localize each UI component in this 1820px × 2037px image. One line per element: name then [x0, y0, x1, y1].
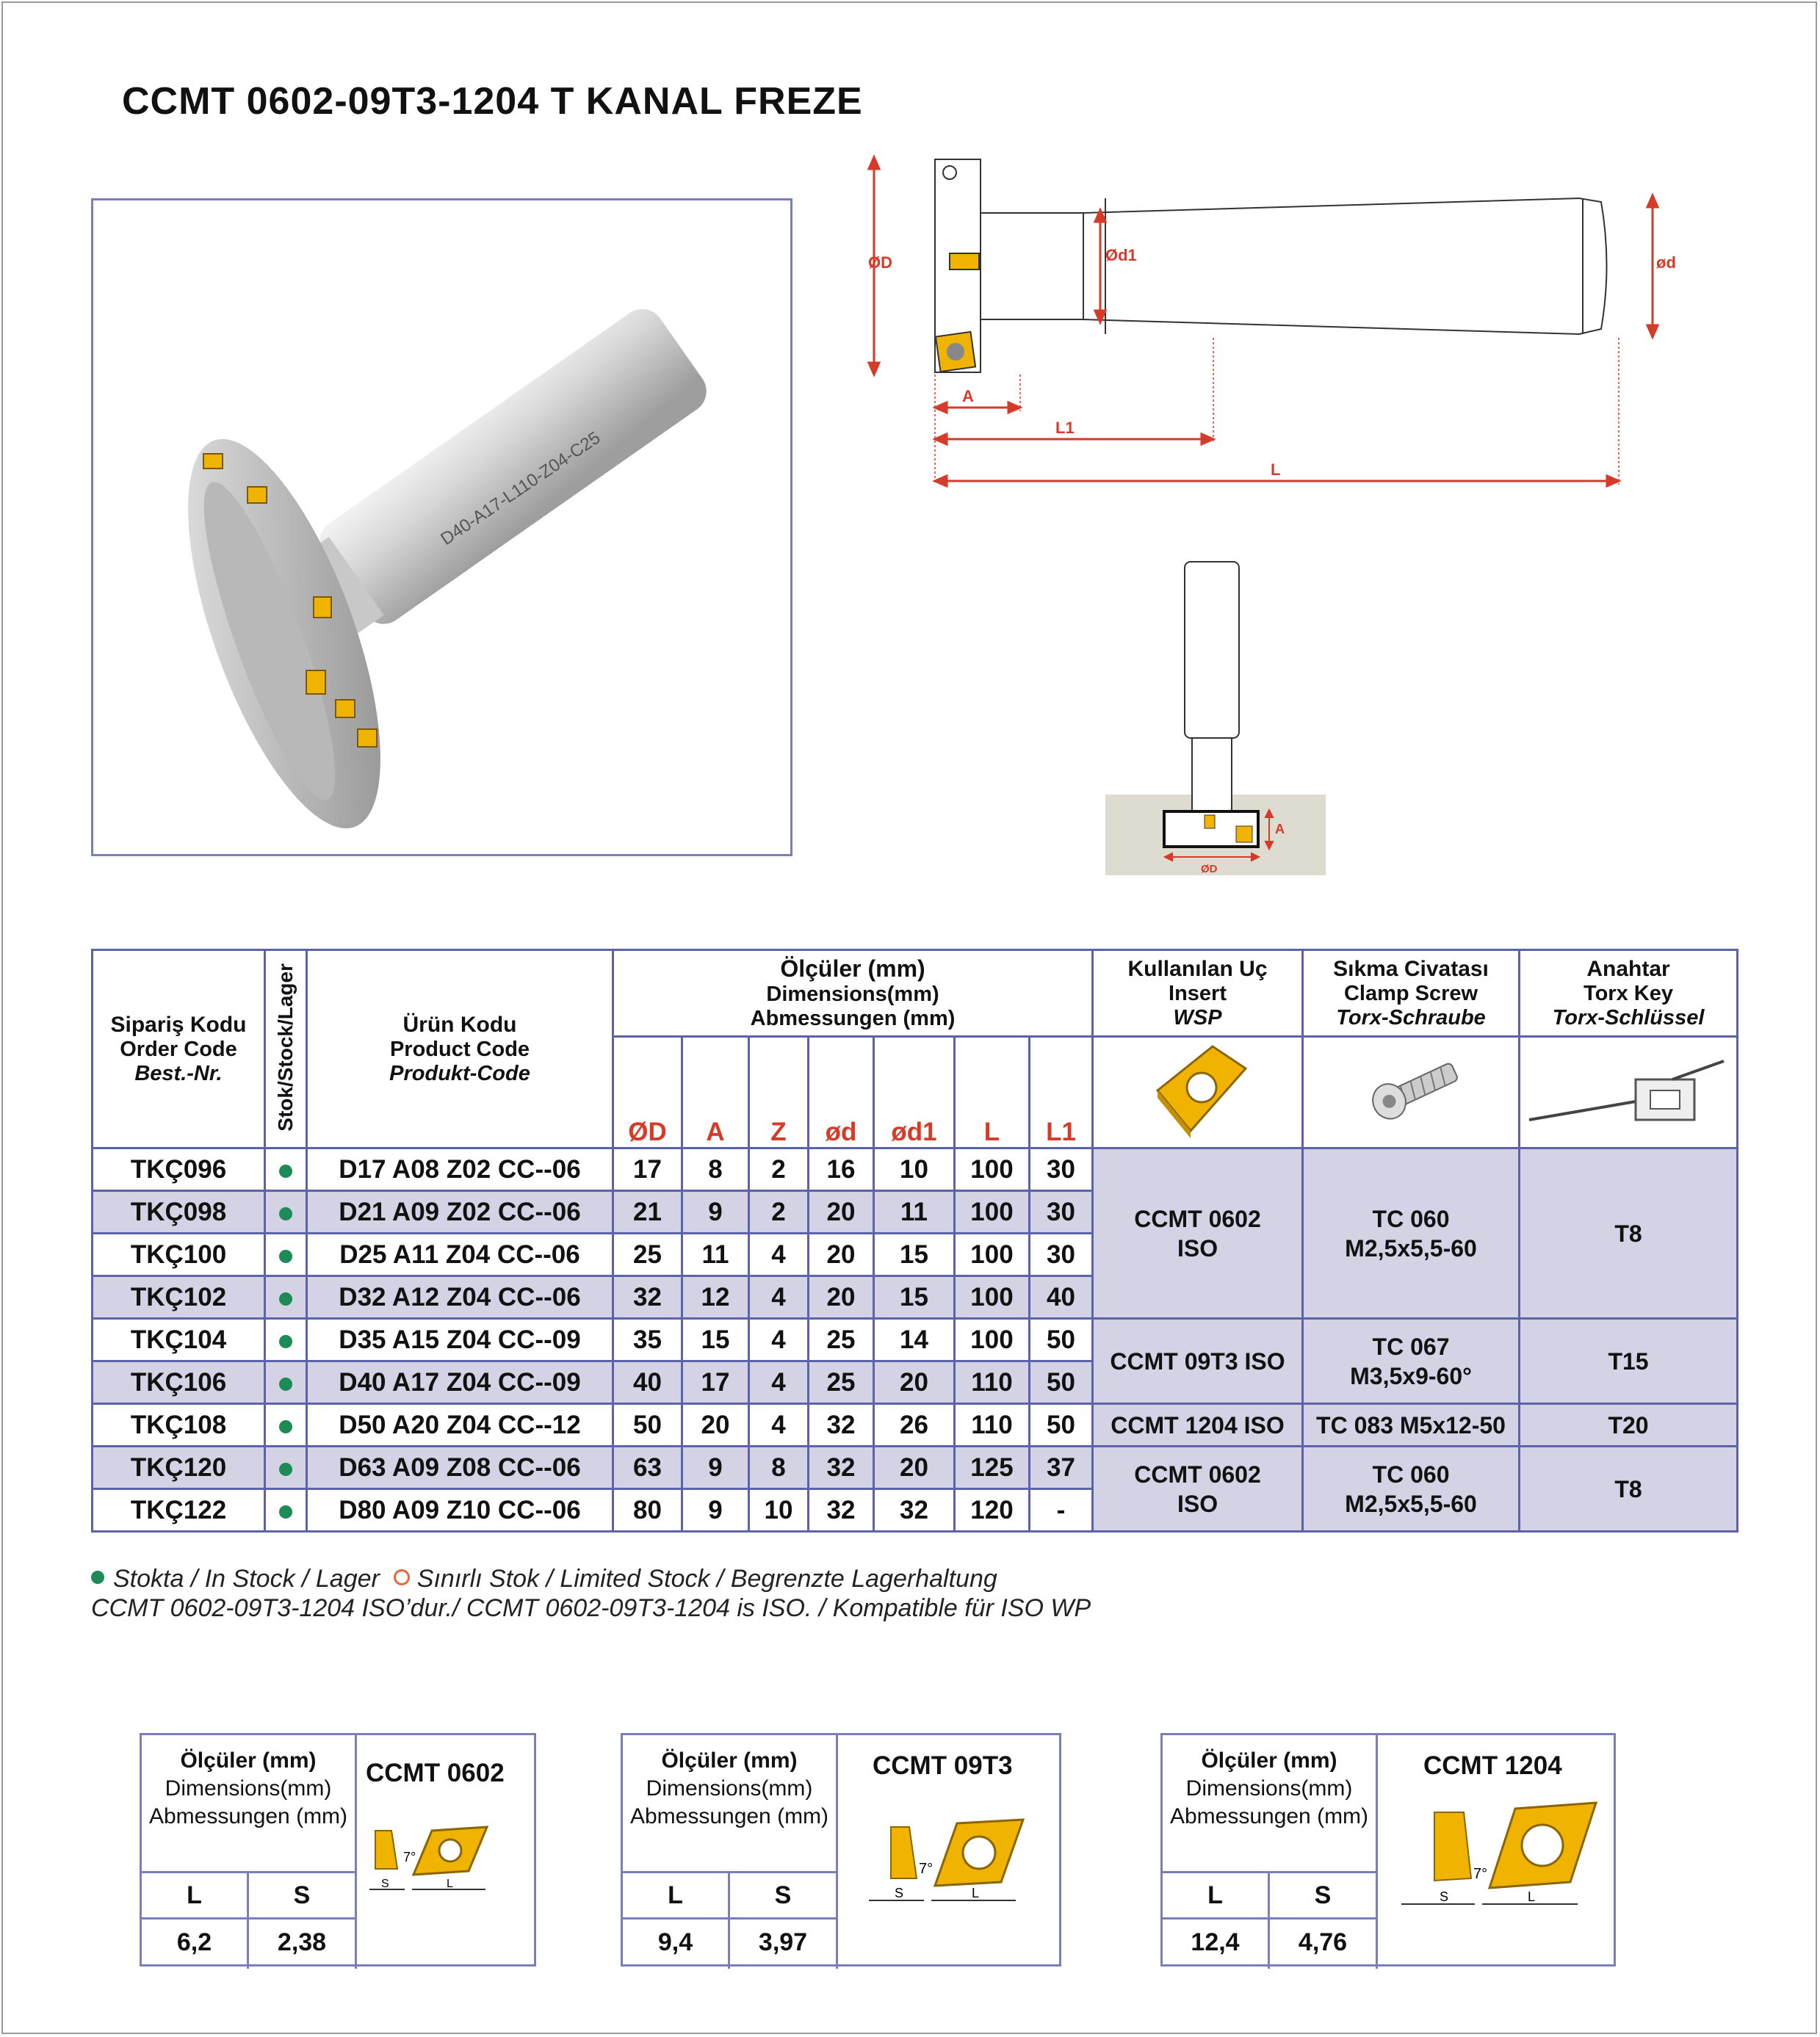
in-stock-dot-icon — [279, 1378, 292, 1391]
screw-code: TC 067 — [1372, 1333, 1450, 1360]
insert-dim-header-tr: Ölçüler (mm) — [1201, 1748, 1337, 1773]
dim-value: 4 — [749, 1276, 809, 1319]
product-code: D17 A08 Z02 CC--06 — [307, 1148, 613, 1191]
insert-dim-header — [142, 1735, 357, 1871]
legend-limited-stock: Sınırlı Stok / Limited Stock / Begrenzte Lagerhaltung — [416, 1565, 997, 1593]
dim-label-L: L — [1271, 460, 1281, 479]
screw-size: M2,5x5,5-60 — [1345, 1234, 1477, 1262]
order-code: TKÇ104 — [93, 1319, 265, 1361]
order-code: TKÇ122 — [93, 1489, 265, 1532]
header-insert-tr: Kullanılan Uç — [1127, 956, 1268, 981]
dim-value: 30 — [1030, 1191, 1093, 1234]
dim-value: 50 — [1030, 1319, 1093, 1361]
key-cell: T15 — [1520, 1319, 1738, 1404]
in-stock-dot-icon — [279, 1207, 292, 1220]
screw-code: TC 060 — [1372, 1461, 1450, 1488]
insert-L-label: L — [1163, 1871, 1268, 1920]
technical-drawing — [845, 140, 1719, 507]
insert-angle: 7° — [403, 1850, 416, 1864]
dim-value: 9 — [682, 1489, 749, 1532]
stock-cell — [265, 1148, 307, 1191]
dim-label-L1: L1 — [1055, 419, 1075, 437]
dim-value: 100 — [955, 1148, 1030, 1191]
screw-size: M3,5x9-60° — [1350, 1362, 1472, 1389]
header-key-tr: Anahtar — [1586, 956, 1670, 981]
dim-header-L: L — [955, 1037, 1030, 1148]
key-image — [1520, 1037, 1738, 1148]
insert-angle: 7° — [919, 1861, 934, 1877]
header-order-code-de: Best.-Nr. — [134, 1061, 223, 1085]
limited-stock-circle-icon — [394, 1569, 410, 1585]
insert-name: CCMT 1204 — [1423, 1751, 1562, 1780]
dim-value: - — [1030, 1489, 1093, 1532]
screw-image — [1303, 1037, 1520, 1148]
product-code: D25 A11 Z04 CC--06 — [307, 1234, 613, 1276]
header-product-code — [307, 950, 613, 1148]
dim-header-Z: Z — [749, 1037, 809, 1148]
dim-value: 20 — [682, 1404, 749, 1447]
product-code: D63 A09 Z08 CC--06 — [307, 1447, 613, 1489]
slot-label-D: ØD — [1201, 863, 1218, 875]
dim-header-D: ØD — [613, 1037, 682, 1148]
insert-S-value: 3,97 — [758, 1928, 808, 1956]
in-stock-dot-icon — [279, 1505, 292, 1519]
dim-value: 30 — [1030, 1234, 1093, 1276]
insert-cell: CCMT 09T3 ISO — [1093, 1319, 1303, 1404]
dim-value: 10 — [874, 1148, 955, 1191]
insert-cell — [1093, 1447, 1303, 1532]
dim-value: 25 — [613, 1234, 682, 1276]
order-code: TKÇ096 — [93, 1148, 265, 1191]
slot-drawing — [1102, 554, 1329, 878]
header-key-en: Torx Key — [1584, 981, 1673, 1005]
in-stock-dot-icon — [279, 1165, 292, 1178]
insert-dim-header — [623, 1735, 838, 1871]
insert-s-mark: S — [895, 1886, 904, 1900]
header-insert — [1093, 950, 1303, 1037]
dim-value: 4 — [749, 1234, 809, 1276]
header-order-code-tr: Sipariş Kodu — [110, 1012, 247, 1037]
dim-value: 63 — [613, 1447, 682, 1489]
table-row — [93, 1148, 1738, 1191]
dim-value: 100 — [955, 1319, 1030, 1361]
header-dimensions — [613, 950, 1093, 1037]
product-code: D80 A09 Z10 CC--06 — [307, 1489, 613, 1532]
dim-header-A: A — [682, 1037, 749, 1148]
legend-iso-note: CCMT 0602-09T3-1204 ISO’dur./ CCMT 0602-09T3-1204 is ISO. / Kompatible für ISO WP — [91, 1594, 1091, 1622]
insert-name: CCMT 0602 — [1134, 1461, 1261, 1488]
dim-value: 21 — [613, 1191, 682, 1234]
header-product-code-de: Produkt-Code — [389, 1061, 530, 1085]
insert-S-label: S — [730, 1871, 836, 1920]
dim-value: 8 — [682, 1148, 749, 1191]
dim-value: 40 — [613, 1361, 682, 1404]
dim-label-D: ØD — [868, 253, 892, 272]
dim-value: 20 — [874, 1447, 955, 1489]
header-screw-en: Clamp Screw — [1343, 981, 1478, 1005]
dim-value: 26 — [874, 1404, 955, 1447]
insert-ls-row — [1163, 1871, 1378, 1969]
dim-value: 20 — [874, 1361, 955, 1404]
stock-cell — [265, 1361, 307, 1404]
insert-ls-row — [623, 1871, 838, 1969]
dim-value: 11 — [874, 1191, 955, 1234]
header-product-code-tr: Ürün Kodu — [402, 1012, 517, 1037]
insert-L-label: L — [623, 1871, 728, 1920]
key-cell: T20 — [1520, 1404, 1738, 1447]
insert-box-ccmt-09t3 — [621, 1733, 1061, 1967]
dim-value: 4 — [749, 1404, 809, 1447]
dim-value: 32 — [874, 1489, 955, 1532]
product-photo — [91, 198, 792, 856]
insert-l-mark: L — [972, 1886, 980, 1900]
screw-size: M2,5x5,5-60 — [1345, 1490, 1477, 1517]
in-stock-dot-icon — [279, 1335, 292, 1348]
insert-S-label: S — [1270, 1871, 1376, 1920]
dim-value: 25 — [809, 1319, 874, 1361]
dim-value: 25 — [809, 1361, 874, 1404]
key-cell: T8 — [1520, 1447, 1738, 1532]
dim-value: 100 — [955, 1191, 1030, 1234]
insert-dim-header-de: Abmessungen (mm) — [148, 1804, 348, 1828]
dim-value: 8 — [749, 1447, 809, 1489]
insert-name: CCMT 0602 — [1134, 1205, 1261, 1232]
dim-value: 125 — [955, 1447, 1030, 1489]
insert-dim-header — [1163, 1735, 1378, 1871]
order-code: TKÇ102 — [93, 1276, 265, 1319]
insert-cell — [1093, 1148, 1303, 1319]
dim-value: 15 — [874, 1276, 955, 1319]
product-code: D50 A20 Z04 CC--12 — [307, 1404, 613, 1447]
product-code: D21 A09 Z02 CC--06 — [307, 1191, 613, 1234]
order-code: TKÇ108 — [93, 1404, 265, 1447]
dim-value: 30 — [1030, 1148, 1093, 1191]
insert-dim-header-en: Dimensions(mm) — [1185, 1776, 1353, 1801]
dim-value: 20 — [809, 1191, 874, 1234]
dim-value: 2 — [749, 1191, 809, 1234]
header-dimensions-tr: Ölçüler (mm) — [780, 955, 925, 982]
in-stock-dot-icon — [91, 1571, 104, 1584]
stock-cell — [265, 1404, 307, 1447]
header-stock — [265, 950, 307, 1148]
insert-l-mark: L — [447, 1878, 453, 1890]
insert-profile-icon — [1387, 1794, 1607, 1963]
dim-value: 110 — [955, 1361, 1030, 1404]
dim-value: 100 — [955, 1276, 1030, 1319]
dim-value: 17 — [682, 1361, 749, 1404]
dim-value: 4 — [749, 1319, 809, 1361]
dim-value: 100 — [955, 1234, 1030, 1276]
product-code: D35 A15 Z04 CC--09 — [307, 1319, 613, 1361]
insert-standard: ISO — [1177, 1490, 1218, 1517]
stock-cell — [265, 1447, 307, 1489]
dim-header-d: ød — [809, 1037, 874, 1148]
header-screw-de: Torx-Schraube — [1336, 1005, 1486, 1030]
order-code: TKÇ120 — [93, 1447, 265, 1489]
dim-value: 35 — [613, 1319, 682, 1361]
insert-ls-divider — [247, 1871, 249, 1969]
dim-header-L1: L1 — [1030, 1037, 1093, 1148]
key-cell: T8 — [1520, 1148, 1738, 1319]
dim-value: 15 — [874, 1234, 955, 1276]
insert-profile-icon — [362, 1816, 531, 1948]
dim-value: 16 — [809, 1148, 874, 1191]
insert-l-mark: L — [1528, 1889, 1536, 1904]
dim-value: 50 — [613, 1404, 682, 1447]
screw-cell — [1303, 1319, 1520, 1404]
insert-ls-divider — [728, 1871, 730, 1969]
header-screw — [1303, 950, 1520, 1037]
dim-value: 32 — [809, 1447, 874, 1489]
insert-L-value: 9,4 — [657, 1928, 693, 1956]
dim-label-A: A — [962, 387, 974, 405]
legend — [91, 1564, 1091, 1623]
header-dimensions-de: Abmessungen (mm) — [750, 1007, 956, 1030]
header-order-code — [93, 950, 265, 1148]
stock-cell — [265, 1234, 307, 1276]
stock-cell — [265, 1319, 307, 1361]
dim-value: 32 — [613, 1276, 682, 1319]
insert-ls-divider — [1268, 1871, 1270, 1969]
insert-S-value: 2,38 — [277, 1928, 327, 1956]
tool-marking: D40-A17-L110-Z04-C25 — [437, 427, 604, 549]
header-order-code-en: Order Code — [120, 1037, 237, 1061]
in-stock-dot-icon — [279, 1292, 292, 1306]
insert-L-value: 6,2 — [176, 1928, 212, 1956]
dim-value: 14 — [874, 1319, 955, 1361]
dim-value: 9 — [682, 1191, 749, 1234]
in-stock-dot-icon — [279, 1250, 292, 1263]
insert-image — [1093, 1037, 1303, 1148]
product-code: D32 A12 Z04 CC--06 — [307, 1276, 613, 1319]
screw-cell — [1303, 1447, 1520, 1532]
insert-name: CCMT 09T3 — [873, 1751, 1013, 1780]
dim-value: 20 — [809, 1276, 874, 1319]
dim-value: 10 — [749, 1489, 809, 1532]
dim-value: 110 — [955, 1404, 1030, 1447]
order-code: TKÇ106 — [93, 1361, 265, 1404]
dim-value: 120 — [955, 1489, 1030, 1532]
insert-dim-header-de: Abmessungen (mm) — [1169, 1804, 1369, 1828]
screw-icon — [1348, 1054, 1473, 1127]
dim-value: 12 — [682, 1276, 749, 1319]
insert-s-mark: S — [1440, 1889, 1449, 1904]
insert-dim-header-en: Dimensions(mm) — [646, 1776, 813, 1801]
dim-value: 32 — [809, 1489, 874, 1532]
dim-value: 17 — [613, 1148, 682, 1191]
page-title: CCMT 0602-09T3-1204 T KANAL FREZE — [122, 80, 863, 123]
table-row — [93, 1404, 1738, 1447]
insert-S-label: S — [249, 1871, 355, 1920]
product-code: D40 A17 Z04 CC--09 — [307, 1361, 613, 1404]
insert-L-label: L — [142, 1871, 247, 1920]
insert-name: CCMT 0602 — [366, 1759, 505, 1787]
dim-value: 2 — [749, 1148, 809, 1191]
order-code: TKÇ098 — [93, 1191, 265, 1234]
product-table — [91, 949, 1738, 1533]
dim-value: 50 — [1030, 1361, 1093, 1404]
screw-cell: TC 083 M5x12-50 — [1303, 1404, 1520, 1447]
insert-standard: ISO — [1177, 1234, 1218, 1262]
dim-value: 37 — [1030, 1447, 1093, 1489]
insert-S-value: 4,76 — [1298, 1928, 1348, 1956]
dim-value: 9 — [682, 1447, 749, 1489]
dim-label-d: ød — [1656, 253, 1676, 272]
dim-value: 20 — [809, 1234, 874, 1276]
insert-dim-header-tr: Ölçüler (mm) — [180, 1748, 317, 1773]
header-insert-en: Insert — [1169, 981, 1227, 1005]
in-stock-dot-icon — [279, 1420, 292, 1433]
insert-L-value: 12,4 — [1191, 1928, 1240, 1956]
dim-value: 32 — [809, 1404, 874, 1447]
dim-value: 50 — [1030, 1404, 1093, 1447]
tool-photo-illustration — [93, 200, 790, 854]
header-key — [1520, 950, 1738, 1037]
insert-ls-row — [142, 1871, 357, 1969]
dim-value: 40 — [1030, 1276, 1093, 1319]
dim-header-d1: ød1 — [874, 1037, 955, 1148]
dim-value: 15 — [682, 1319, 749, 1361]
insert-icon — [1143, 1039, 1253, 1142]
insert-s-mark: S — [381, 1878, 389, 1890]
insert-profile-icon — [854, 1809, 1052, 1955]
insert-box-ccmt-1204 — [1160, 1733, 1616, 1967]
stock-cell — [265, 1489, 307, 1532]
legend-in-stock: Stokta / In Stock / Lager — [113, 1565, 380, 1593]
header-stock-label: Stok/Stock/Lager — [274, 963, 297, 1132]
stock-cell — [265, 1276, 307, 1319]
slot-label-A: A — [1275, 822, 1285, 836]
dim-value: 4 — [749, 1361, 809, 1404]
insert-cell: CCMT 1204 ISO — [1093, 1404, 1303, 1447]
header-screw-tr: Sıkma Civatası — [1333, 956, 1489, 981]
insert-angle: 7° — [1473, 1866, 1488, 1882]
insert-dim-header-tr: Ölçüler (mm) — [661, 1748, 798, 1773]
table-row — [93, 1447, 1738, 1489]
screw-code: TC 060 — [1372, 1205, 1450, 1232]
insert-box-ccmt-0602 — [140, 1733, 536, 1967]
in-stock-dot-icon — [279, 1463, 292, 1476]
dim-value: 80 — [613, 1489, 682, 1532]
insert-dim-header-de: Abmessungen (mm) — [629, 1804, 829, 1828]
torx-key-icon — [1525, 1050, 1731, 1131]
header-key-de: Torx-Schlüssel — [1552, 1005, 1705, 1030]
insert-dim-header-en: Dimensions(mm) — [165, 1776, 332, 1801]
dim-value: 11 — [682, 1234, 749, 1276]
order-code: TKÇ100 — [93, 1234, 265, 1276]
dim-label-d1: Ød1 — [1105, 246, 1137, 264]
table-row — [93, 1319, 1738, 1361]
stock-cell — [265, 1191, 307, 1234]
screw-cell — [1303, 1148, 1520, 1319]
header-dimensions-en: Dimensions(mm) — [766, 983, 939, 1006]
header-insert-de: WSP — [1173, 1005, 1222, 1030]
header-product-code-en: Product Code — [389, 1037, 530, 1061]
